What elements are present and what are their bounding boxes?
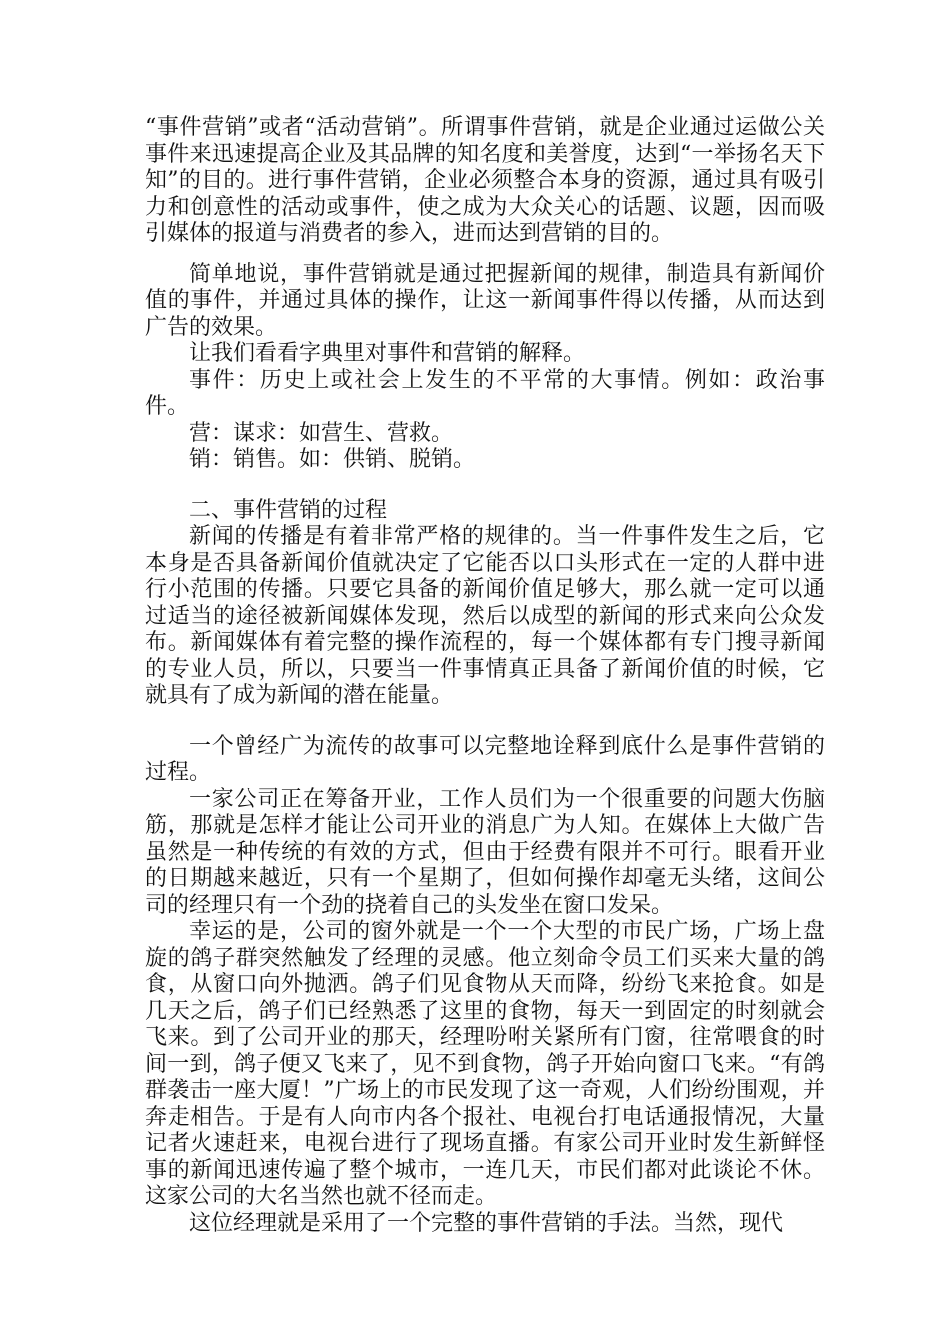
paragraph-definition-event: 事件：历史上或社会上发生的不平常的大事情。例如：政治事件。 <box>145 367 825 419</box>
paragraph-summary: 简单地说，事件营销就是通过把握新闻的规律，制造具有新闻价值的事件，并通过具体的操作，让这一新闻事件得以传播，从而达到广告的效果。 <box>145 261 825 340</box>
section-heading: 二、事件营销的过程 <box>189 497 388 523</box>
spacer <box>145 474 825 498</box>
document-page <box>145 115 825 1237</box>
paragraph-definition-ying: 营：谋求：如营生、营救。 <box>189 420 454 446</box>
paragraph-definition: “事件营销”或者“活动营销”。所谓事件营销，就是企业通过运做公关事件来迅速提高企业及其品牌的知名度和美誉度，达到“一举扬名天下知”的目的。进行事件营销，企业必须整合本身的资源，通过具有吸引力和创意性的活动或事件，使之成为大众关心的话题、议题，因而吸引媒体的报道与消费者的参入，进而达到营销的目的。 <box>145 115 825 246</box>
paragraph-story-intro: 一个曾经广为流传的故事可以完整地诠释到底什么是事件营销的过程。 <box>145 733 825 785</box>
spacer <box>145 248 825 262</box>
paragraph-definition-xiao: 销：销售。如：供销、脱销。 <box>189 447 476 472</box>
paragraph-conclusion: 这位经理就是采用了一个完整的事件营销的手法。当然，现代 <box>189 1210 784 1236</box>
paragraph-story-pigeons: 幸运的是，公司的窗外就是一个一个大型的市民广场，广场上盘旋的鸽子群突然触发了经理的灵感。他立刻命令员工们买来大量的鸽食，从窗口向外抛洒。鸽子们见食物从天而降，纷纷飞来抢食。如是几天之后，鸽子们已经熟悉了这里的食物，每天一到固定的时刻就会飞来。到了公司开业的那天，经理吩咐关紧所有门窗，往常喂食的时间一到，鸽子便又飞来了，见不到食物，鸽子开始向窗口飞来。“有鸽群袭击一座大厦！”广场上的市民发现了这一奇观，人们纷纷围观，并奔走相告。于是有人向市内各个报社、电视台打电话通报情况，大量记者火速赶来，电视台进行了现场直播。有家公司开业时发生新鲜怪事的新闻迅速传遍了整个城市，一连几天，市民们都对此谈论不休。这家公司的大名当然也就不径而走。 <box>145 919 825 1209</box>
spacer <box>145 710 825 734</box>
paragraph-news-rules: 新闻的传播是有着非常严格的规律的。当一件事件发生之后，它本身是否具备新闻价值就决定了它能否以口头形式在一定的人群中进行小范围的传播。只要它具备的新闻价值足够大，那么就一定可以通过适当的途径被新闻媒体发现，然后以成型的新闻的形式来向公众发布。新闻媒体有着完整的操作流程的，每一个媒体都有专门搜寻新闻的专业人员，所以，只要当一件事情真正具备了新闻价值的时候，它就具有了成为新闻的潜在能量。 <box>145 524 825 708</box>
paragraph-story-company: 一家公司正在筹备开业，工作人员们为一个很重要的问题大伤脑筋，那就是怎样才能让公司开业的消息广为人知。在媒体上大做广告虽然是一种传统的有效的方式，但由于经费有限并不可行。眼看开业的日期越来越近，只有一个星期了，但如何操作却毫无头绪，这间公司的经理只有一个劲的挠着自己的头发坐在窗口发呆。 <box>145 786 825 918</box>
paragraph-dictionary-intro: 让我们看看字典里对事件和营销的解释。 <box>189 341 586 366</box>
